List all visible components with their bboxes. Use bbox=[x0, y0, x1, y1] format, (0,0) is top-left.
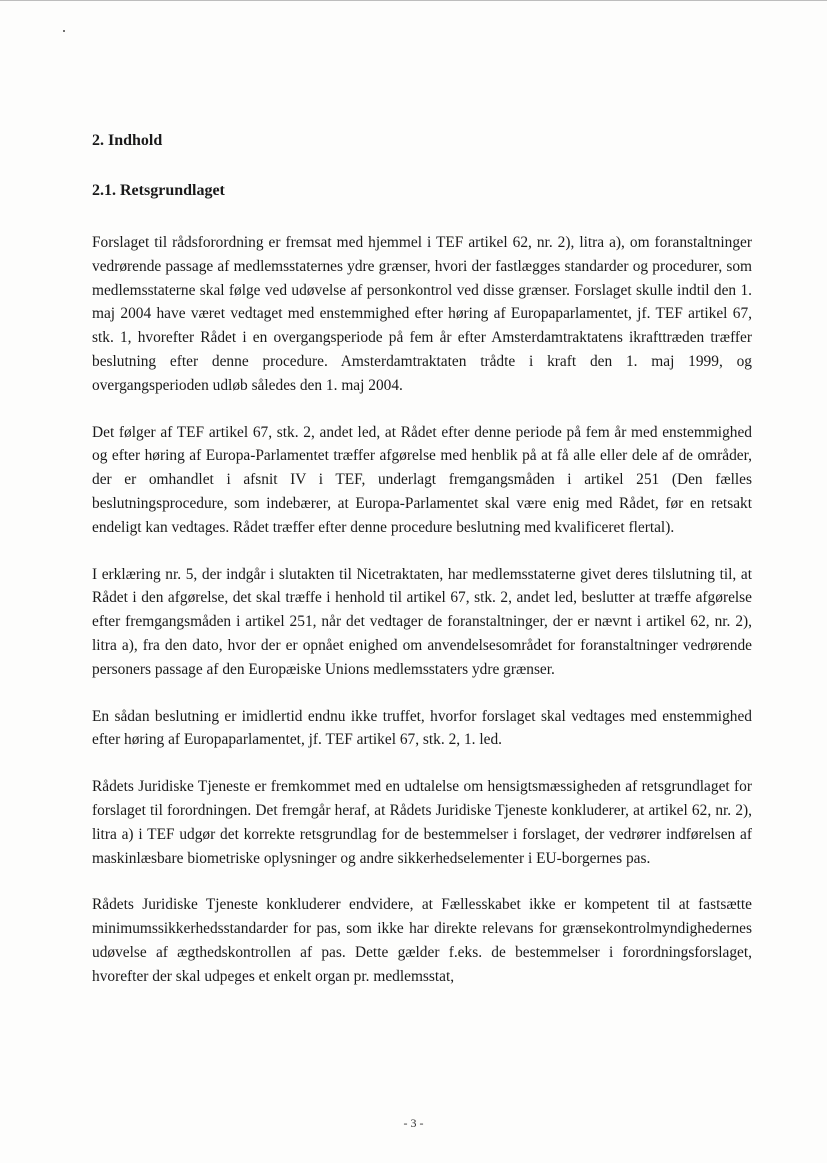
top-edge-rule bbox=[0, 0, 827, 1]
page-number: - 3 - bbox=[403, 1116, 424, 1130]
paragraph-article-67: Det følger af TEF artikel 67, stk. 2, andet led, at Rådet efter denne periode på fem år med enstemmighed og efter høring af Europa-Parlamentet træffer afgørelse med henblik på at få alle eller dele af de områder, der er omhandlet i afsnit IV i TEF, underlagt fremgangsmåden i artikel 251 (Den fælles beslutningsprocedure, som indebærer, at Europa-Parlamentet skal være enig med Rådet, før en retsakt endeligt kan vedtages. Rådet træffer efter denne procedure beslutning med kvalificeret flertal). bbox=[92, 423, 752, 536]
paragraph-unanimity: En sådan beslutning er imidlertid endnu ikke truffet, hvorfor forslaget skal vedtages med enstemmighed efter høring af Europaparlamentet, jf. TEF artikel 67, stk. 2, 1. led. bbox=[92, 707, 752, 749]
paragraph-declaration-5: I erklæring nr. 5, der indgår i slutakten til Nicetraktaten, har medlemsstaterne givet deres tilslutning til, at Rådet i den afgørelse, det skal træffe i henhold til artikel 67, stk. 2, andet led, beslutter at træffe afgørelse efter fremgangsmåden i artikel 251, når det vedtager de foranstaltninger, der er nævnt i artikel 62, nr. 2), litra a), fra den dato, hvor der er opnået enighed om anvendelsesområdet for foranstaltninger vedrørende personers passage af den Europæiske Unions medlemsstaters ydre grænser. bbox=[92, 565, 752, 678]
paragraph-legal-service-opinion: Rådets Juridiske Tjeneste er fremkommet med en udtalelse om hensigtsmæssigheden af retsgrundlaget for forslaget til forordningen. Det fremgår heraf, at Rådets Juridiske Tjeneste konkluderer, at artikel 62, nr. 2), litra a) i TEF udgør det korrekte retsgrundlag for de bestemmelser i forslaget, der vedrører indførelsen af maskinlæsbare biometriske oplysninger og andre sikkerhedselementer i EU-borgernes pas. bbox=[92, 778, 752, 867]
subsection-heading: 2.1. Retsgrundlaget bbox=[92, 182, 225, 199]
paragraph-legal-service-conclusion: Rådets Juridiske Tjeneste konkluderer endvidere, at Fællesskabet ikke er kompetent til at fastsætte minimumssikkerhedsstandarder for pas, som ikke har direkte relevans for grænsekontrolmyndighedernes udøvelse af ægthedskontrollen af pas. Dette gælder f.eks. de bestemmelser i forordningsforslaget, hvorefter der skal udpeges et enkelt organ pr. medlemsstat, bbox=[92, 896, 752, 985]
section-heading: 2. Indhold bbox=[92, 132, 163, 149]
paragraph-legal-basis: Forslaget til rådsforordning er fremsat med hjemmel i TEF artikel 62, nr. 2), litra a), om foranstaltninger vedrørende passage af medlemsstaternes ydre grænser, hvori der fastlægges standarder og procedurer, som medlemsstaterne skal følge ved udøvelse af personkontrol ved disse grænser. Forslaget skulle indtil den 1. maj 2004 have været vedtaget med enstemmighed efter høring af Europaparlamentet, jf. TEF artikel 67, stk. 1, hvorefter Rådet i en overgangsperiode på fem år efter Amsterdamtraktatens ikrafttræden træffer beslutning efter denne procedure. Amsterdamtraktaten trådte i kraft den 1. maj 1999, og overgangsperioden udløb således den 1. maj 2004. bbox=[92, 234, 752, 394]
scan-speck bbox=[63, 30, 65, 32]
document-body bbox=[92, 128, 752, 1012]
